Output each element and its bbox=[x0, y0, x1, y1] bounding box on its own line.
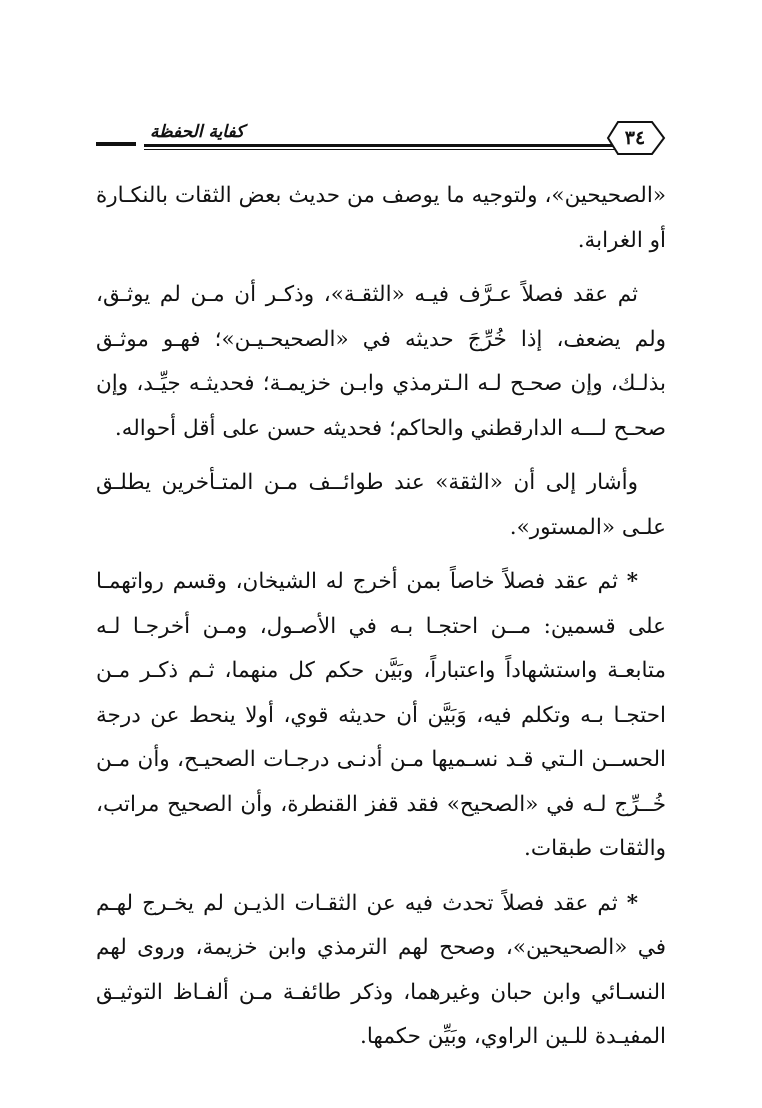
paragraph-text: وأشار إلى أن «الثقة» عند طوائــف مـن المتـأخرين يطلـق علـى «المستور». bbox=[96, 470, 666, 540]
paragraph-text: ثم عقد فصلاً خاصاً بمن أخرج له الشيخان، وقسم رواتهمـا على قسمين: مــن احتجـا بـه في الأصـول، ومـن أخرجـا لـه متابعـة واستشهاداً واعتباراً، وبَيَّن حكم كل منهما، ثـم ذكـر مـن احتجـا بـه وتكلم فيه، وَبَيَّن أن حديثه قوي، أولا ينحط عن درجة الحســن الـتي قـد نسـميها مـن أدنـى درجـات الصحيـح، وأن مـن خُــرِّج لـه في «الصحيح» فقد قفز القنطرة، وأن الصحيح مراتب، والثقات طبقات. bbox=[96, 569, 666, 861]
running-title: كفاية الحفظة bbox=[144, 122, 250, 142]
page-number: ٣٤ bbox=[624, 127, 646, 149]
page-number-badge bbox=[604, 118, 666, 158]
header-rule-tail bbox=[96, 142, 136, 146]
paragraph bbox=[96, 461, 666, 550]
book-page bbox=[96, 110, 666, 1070]
bullet-star: * bbox=[626, 569, 638, 594]
paragraph bbox=[96, 174, 666, 263]
paragraph-text: ثم عقد فصلاً عـرَّف فيـه «الثقـة»، وذكـر أن مـن لم يوثـق، ولم يضعف، إذا خُرِّجَ حديثه في «الصحيحـيـن»؛ فهـو موثـق بذلـك، وإن صحـح لـه الـترمذي وابـن خزيمـة؛ فحديثـه جيِّـد، وإن صحـح لـــه الدارقطني والحاكم؛ فحديثه حسن على أقل أحواله. bbox=[96, 282, 666, 441]
paragraph bbox=[96, 560, 666, 872]
paragraph-text: ثم عقد فصلاً تحدث فيه عن الثقـات الذيـن لم يخـرج لهـم في «الصحيحين»، وصحح لهم الترمذي وابن خزيمة، وروى لهم النسـائي وابن حبان وغيرهما، وذكر طائفـة مـن ألفـاظ التوثيـق المفيـدة للـين الراوي، وبَيِّن حكمها. bbox=[96, 890, 666, 1049]
header-rule bbox=[144, 144, 642, 147]
bullet-star: * bbox=[626, 890, 638, 916]
body-text bbox=[96, 174, 666, 1060]
paragraph-text: «الصحيحين»، ولتوجيه ما يوصف من حديث بعض الثقات بالنكـارة أو الغرابة. bbox=[96, 183, 666, 253]
paragraph bbox=[96, 273, 666, 451]
page-header bbox=[96, 110, 666, 160]
paragraph bbox=[96, 882, 666, 1060]
